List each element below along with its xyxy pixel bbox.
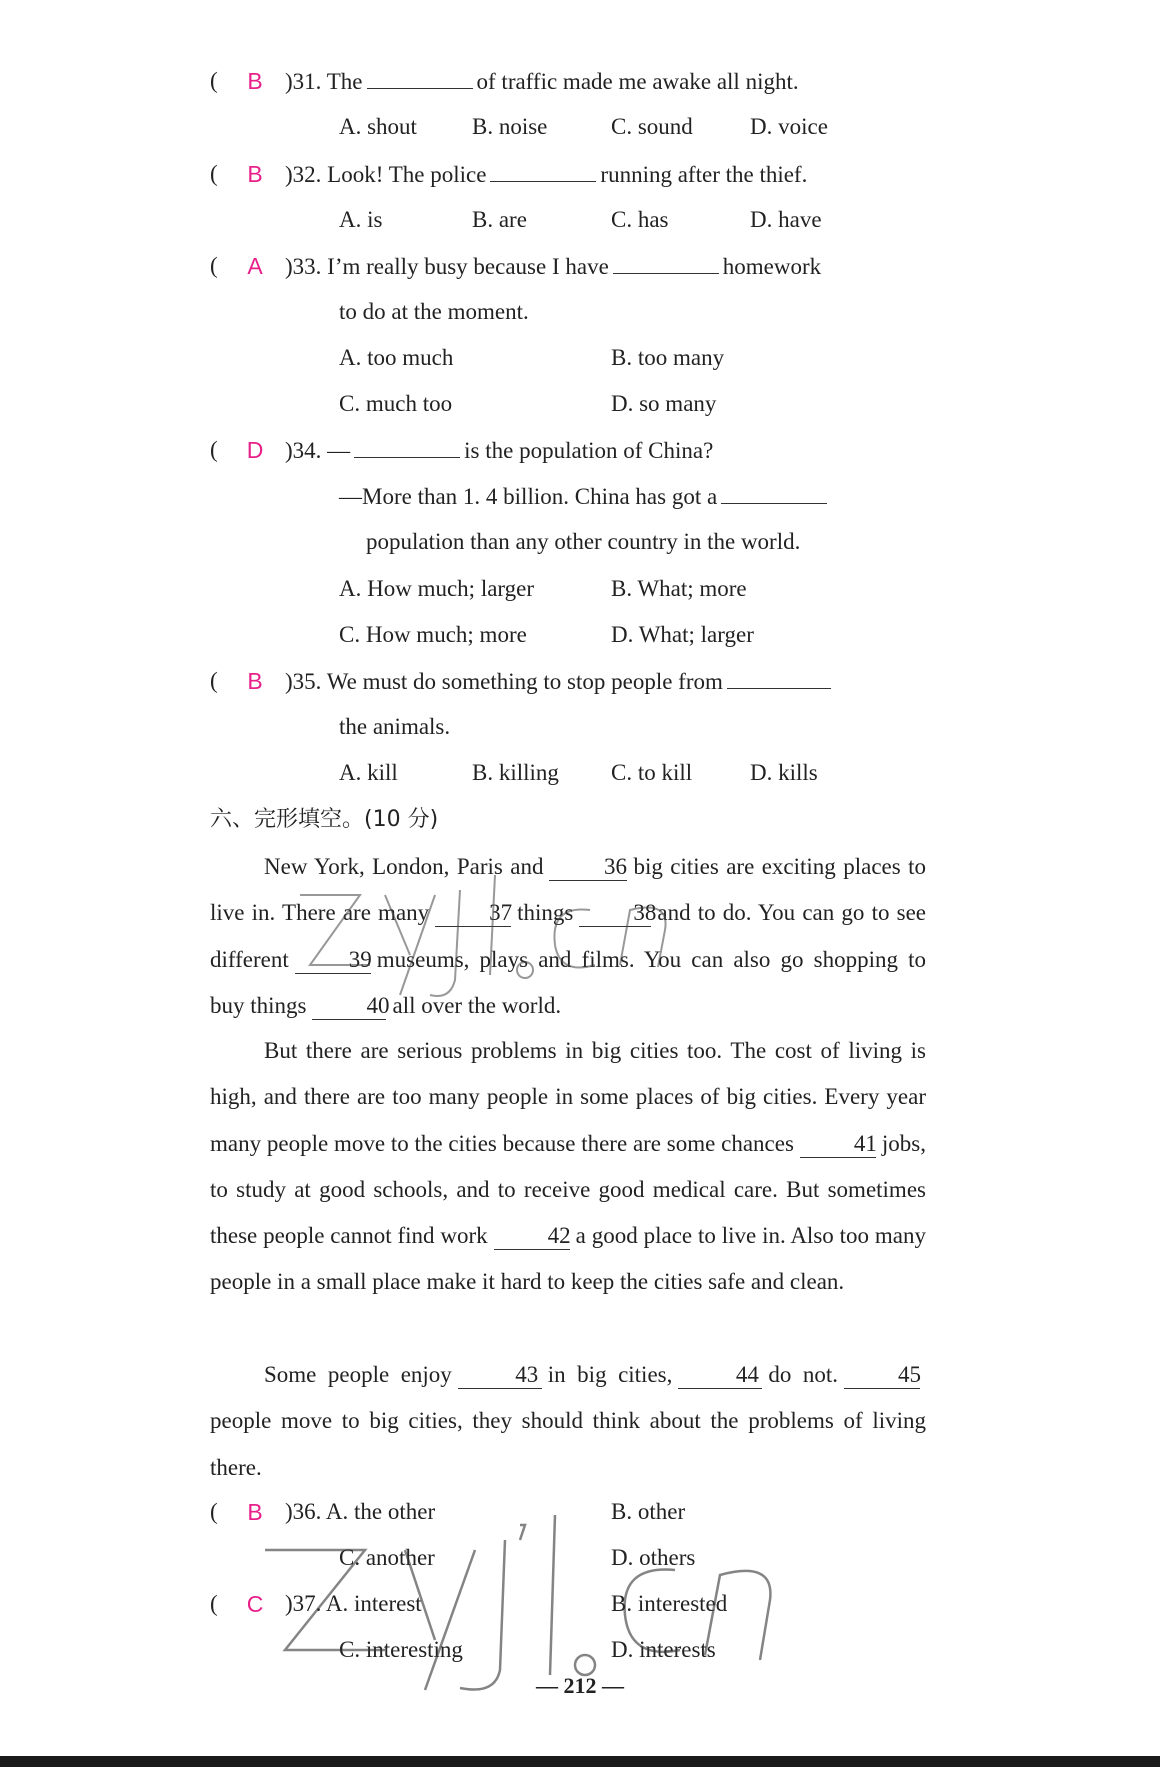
cloze-37-option-b: B. interested xyxy=(611,1591,728,1616)
blank xyxy=(727,666,831,689)
q32-option-a: A. is xyxy=(339,207,383,232)
cloze-36-option-a: )36. A. the other xyxy=(285,1499,436,1524)
q31-option-b: B. noise xyxy=(472,114,548,139)
answer-paren-open: ( xyxy=(210,253,218,278)
blank-44: 44 xyxy=(678,1362,762,1389)
question-35-stem-line2: the animals. xyxy=(339,714,451,739)
passage-paragraph-1: New York, London, Paris and 36 big cities are exciting places to live in. There are many 37 things 38and to do. You can go to see different 39 museums, plays and films. You can also go shopping to buy things 40 all over the world. xyxy=(210,854,926,1018)
section-title: 六、完形填空。(10 分) xyxy=(210,807,439,832)
blank-36: 36 xyxy=(549,854,627,881)
cloze-36-option-d: D. others xyxy=(611,1545,696,1570)
cloze-37-option-c: C. interesting xyxy=(339,1637,463,1662)
answer-q31: B xyxy=(247,68,263,94)
blank xyxy=(490,159,596,182)
answer-paren-open: ( xyxy=(210,437,218,462)
q33-option-a: A. too much xyxy=(339,345,454,370)
answer-paren-open: ( xyxy=(210,68,218,93)
q34-option-c: C. How much; more xyxy=(339,622,527,647)
blank-41: 41 xyxy=(800,1131,876,1158)
q35-option-d: D. kills xyxy=(750,760,818,785)
q34-option-d: D. What; larger xyxy=(611,622,754,647)
q31-option-c: C. sound xyxy=(611,114,693,139)
question-34-reply: —More than 1. 4 billion. China has got a xyxy=(339,481,831,512)
q31-option-d: D. voice xyxy=(750,114,828,139)
answer-paren-open: ( xyxy=(210,161,218,186)
passage-paragraph-3: Some people enjoy 43 in big cities, 44 do not. 45people move to big cities, they should think about the problems of living there. xyxy=(210,1362,926,1480)
q32-option-c: C. has xyxy=(611,207,669,232)
cloze-37-option-a: )37. A. interest xyxy=(285,1591,422,1616)
question-34-reply-line2: population than any other country in the world. xyxy=(366,529,801,554)
q32-option-d: D. have xyxy=(750,207,822,232)
blank xyxy=(367,66,473,89)
blank-40: 40 xyxy=(312,993,386,1020)
answer-q37: C xyxy=(246,1591,264,1617)
blank xyxy=(721,481,827,504)
q35-option-c: C. to kill xyxy=(611,760,693,785)
blank-38: 38 xyxy=(579,900,651,927)
cloze-36-option-c: C. another xyxy=(339,1545,435,1570)
q34-option-b: B. What; more xyxy=(611,576,747,601)
q33-option-c: C. much too xyxy=(339,391,453,416)
answer-q35: B xyxy=(247,668,263,694)
answer-paren-open: ( xyxy=(210,668,218,693)
blank xyxy=(354,435,460,458)
q32-option-b: B. are xyxy=(472,207,527,232)
cloze-36-option-b: B. other xyxy=(611,1499,686,1524)
passage-paragraph-2: But there are serious problems in big cities too. The cost of living is high, and there are too many people in some places of big cities. Every year many people move to the cities because there are some chances 41 jobs, to study at good schools, and to receive good medical care. But sometimes these people cannot find work 42 a good place to live in. Also too many people in a small place make it hard to keep the cities safe and clean. xyxy=(210,1038,926,1295)
blank-45: 45 xyxy=(844,1362,920,1389)
q31-option-a: A. shout xyxy=(339,114,417,139)
answer-q36: B xyxy=(247,1499,263,1525)
blank-42: 42 xyxy=(494,1223,570,1250)
q33-option-b: B. too many xyxy=(611,345,725,370)
answer-q32: B xyxy=(247,161,263,187)
question-35-stem: )35. We must do something to stop people from xyxy=(285,666,835,697)
answer-q33: A xyxy=(247,253,263,279)
q33-option-d: D. so many xyxy=(611,391,717,416)
question-33-stem: )33. I’m really busy because I have homework xyxy=(285,251,821,282)
bottom-bar xyxy=(0,1756,1160,1767)
question-32-stem: )32. Look! The police running after the thief. xyxy=(285,159,807,190)
answer-paren-open: ( xyxy=(210,1499,218,1524)
blank-43: 43 xyxy=(458,1362,542,1389)
answer-q34: D xyxy=(246,437,264,463)
blank xyxy=(613,251,719,274)
cloze-37-option-d: D. interests xyxy=(611,1637,716,1662)
question-34-stem: )34. — is the population of China? xyxy=(285,435,713,466)
q35-option-b: B. killing xyxy=(472,760,559,785)
page-number: — 212 — xyxy=(536,1673,624,1698)
question-31-stem: )31. The of traffic made me awake all night. xyxy=(285,66,799,97)
q35-option-a: A. kill xyxy=(339,760,398,785)
blank-39: 39 xyxy=(295,947,371,974)
question-33-stem-line2: to do at the moment. xyxy=(339,299,529,324)
blank-37: 37 xyxy=(435,900,511,927)
answer-paren-open: ( xyxy=(210,1591,218,1616)
q34-option-a: A. How much; larger xyxy=(339,576,535,601)
